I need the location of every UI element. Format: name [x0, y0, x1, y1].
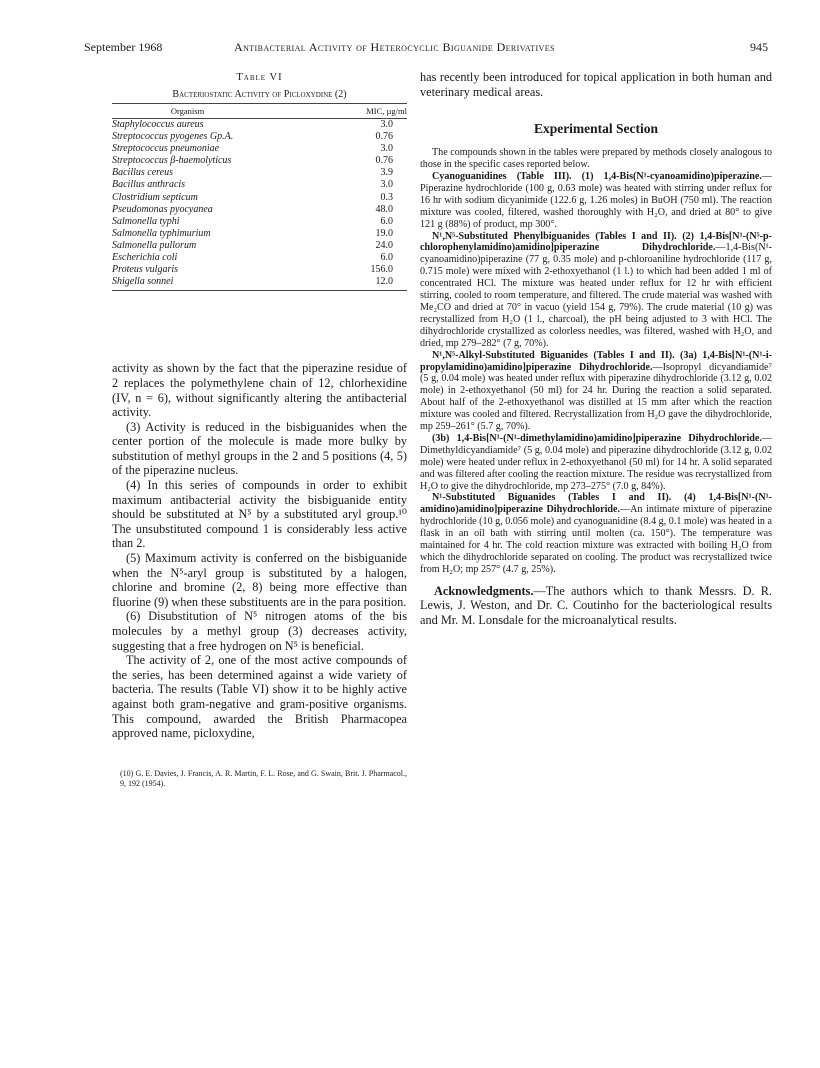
- procedure-text: —An intimate mixture of piperazine hydrochloride (10 g, 0.056 mole) and cyanoguanidine (8.4 g, 0.1 mole) was heated in a flask in an oil bath with stirring until molten (ca. 150°). The temperature was maintained for 4 hr. The cold reaction mixture was extracted with boiling H₂O from which the dihydrochloride separated on cooling. The product was recrystallized twice from H₂O; mp 257° (4.7 g, 25%).: [420, 504, 772, 575]
- table-row: [112, 155, 407, 167]
- mic-value-cell: 6.0: [380, 215, 393, 227]
- table-row: [112, 179, 407, 191]
- experimental-paragraph: [420, 433, 772, 493]
- mic-value-cell: 12.0: [375, 276, 393, 288]
- table-row: [112, 216, 407, 228]
- body-paragraph: (4) In this series of compounds in order to exhibit maximum antibacterial activity the bisbiguanide entity should be substituted at N⁵ by a substituted aryl group.¹⁰ The unsubstituted compound 1 is considerably less active than 2.: [112, 478, 407, 551]
- table-label: Table VI: [236, 72, 283, 83]
- ack-heading: Acknowledgments.: [434, 583, 534, 598]
- experimental-paragraph: [420, 350, 772, 433]
- procedure-heading: (3b) 1,4-Bis[N¹-(N¹-dimethylamidino)amidino]piperazine Dihydrochloride.: [432, 432, 762, 444]
- footnote: (10) G. E. Davies, J. Francis, A. R. Martin, F. L. Rose, and G. Swain, Brit. J. Pharmacol., 9, 192 (1954).: [120, 768, 407, 788]
- experimental-paragraph: [420, 147, 772, 171]
- organism-cell: Bacillus anthracis: [112, 179, 186, 191]
- issue-date: September 1968: [84, 40, 163, 54]
- organism-cell: Pseudomonas pyocyanea: [112, 203, 213, 215]
- organism-cell: Proteus vulgaris: [112, 264, 179, 276]
- procedure-text: The compounds shown in the tables were prepared by methods closely analogous to those in the specific cases reported below.: [420, 147, 772, 171]
- organism-cell: Staphylococcus aureus: [112, 119, 204, 130]
- procedure-heading: N¹-Substituted Biguanides (Tables I and II). (4) 1,4-Bis[N¹-(N¹-amidino)amidino]piperazine Dihydrochloride.: [420, 492, 772, 516]
- table-row: [112, 192, 407, 204]
- table-row: [112, 143, 407, 155]
- table-rule: [112, 290, 407, 291]
- mic-value-cell: 0.76: [375, 155, 393, 167]
- mic-value-cell: 3.0: [380, 179, 393, 191]
- organism-cell: Streptococcus pneumoniae: [112, 143, 220, 155]
- table-row: [112, 264, 407, 276]
- body-paragraph: activity as shown by the fact that the piperazine residue of 2 replaces the polymethylene chain of 12, chlorhexidine (IV, n = 6), without significantly altering the antibacterial activity.: [112, 361, 407, 420]
- organism-cell: Escherichia coli: [112, 252, 178, 264]
- procedure-heading: Cyanoguanidines (Table III). (1) 1,4-Bis(N¹-cyanoamidino)piperazine.: [432, 171, 762, 182]
- mic-value-cell: 48.0: [375, 203, 393, 215]
- right-intro: [420, 70, 772, 99]
- mic-value-cell: 6.0: [380, 252, 393, 264]
- mic-table-body: [112, 119, 407, 289]
- right-column: [420, 70, 772, 628]
- mic-value-cell: 3.0: [380, 143, 393, 155]
- procedure-heading: N¹,N⁵-Alkyl-Substituted Biguanides (Tables I and II). (3a) 1,4-Bis[N¹-(N¹-i-propylamidino)amidino]piperazine Dihydrochloride.: [420, 349, 772, 373]
- mic-value-cell: 19.0: [375, 227, 393, 239]
- mic-value-cell: 156.0: [370, 264, 393, 276]
- col-header-organism: Organism: [112, 104, 323, 119]
- experimental-paragraph: [420, 231, 772, 350]
- body-paragraph: (3) Activity is reduced in the bisbiguanides when the center portion of the molecule is made more bulky by substitution of methyl groups in the 2 and 5 positions (4, 5) of the piperazine nucleus.: [112, 419, 407, 478]
- body-paragraph: The activity of 2, one of the most active compounds of the series, has been determined against a wide variety of bacteria. The results (Table VI) show it to be highly active against both gram-negative and gram-positive organisms. This compound, awarded the British Pharmacopea approved name, picloxydine,: [112, 653, 407, 741]
- mic-value-cell: 0.3: [380, 191, 393, 203]
- organism-cell: Salmonella pullorum: [112, 239, 197, 251]
- table-row: [112, 252, 407, 264]
- organism-cell: Shigella sonnei: [112, 276, 174, 288]
- organism-cell: Salmonella typhi: [112, 215, 180, 227]
- experimental-text: [420, 147, 772, 576]
- table-caption: Bacteriostatic Activity of Picloxydine (2): [172, 89, 347, 100]
- table-row: [112, 276, 407, 288]
- organism-cell: Streptococcus pyogenes Gp.A.: [112, 131, 234, 143]
- left-column: [112, 70, 407, 789]
- organism-cell: Streptococcus β-haemolyticus: [112, 155, 232, 167]
- left-body-text: [112, 361, 407, 740]
- page-number: 945: [750, 40, 768, 54]
- intro-paragraph: has recently been introduced for topical application in both human and veterinary medical areas.: [420, 70, 772, 99]
- col-header-mic: MIC, µg/ml: [323, 104, 407, 119]
- body-paragraph: (5) Maximum activity is conferred on the bisbiguanide when the N⁵-aryl group is substituted by a halogen, chlorine and bromine (2, 8) being more effective than fluorine (9) when these substituents are in the para position.: [112, 551, 407, 609]
- table-row: [112, 240, 407, 252]
- experimental-paragraph: [420, 171, 772, 231]
- procedure-text: —Dimethyldicyandiamide⁷ (5 g, 0.04 mole) and piperazine dihydrochloride (3.12 g, 0.02 mole) were heated under reflux in 2-ethoxyethanol (50 ml) for 14 hr. A solid separated and was filtered after cooling the reaction mixture. The residue was recrystallized from H₂O to give the dihydrochloride, mp 273–275° (7.0 g, 84%).: [420, 432, 772, 492]
- acknowledgments: [420, 584, 772, 628]
- organism-cell: Clostridium septicum: [112, 191, 198, 203]
- mic-value-cell: 3.9: [380, 167, 393, 179]
- mic-value-cell: 24.0: [375, 239, 393, 251]
- mic-table: [112, 103, 407, 288]
- procedure-text: —Isopropyl dicyandiamide⁷ (5 g, 0.04 mole) was heated under reflux with piperazine dihydrochloride (3.12 g, 0.02 mole) in 2-ethoxyethanol (50 ml) for 24 hr. During the reaction a solid separated. About half of the 2-ethoxyethanol was distilled at 15 mm after which the reaction mixture was cooled and filtered. Recrystallization from H₂O gave the dihydrochloride, mp 259–261° (5.7 g, 70%).: [420, 361, 773, 433]
- procedure-heading: N¹,N⁵-Substituted Phenylbiguanides (Tables I and II). (2) 1,4-Bis[N¹-(N⁵-p-chlorophenylamidino)amidino]piperazine Dihydrochloride.: [420, 230, 772, 254]
- table-row: [112, 204, 407, 216]
- running-header: [84, 40, 768, 56]
- running-title: Antibacterial Activity of Heterocyclic Biguanide Derivatives: [234, 40, 555, 54]
- ack-text: —The authors which to thank Messrs. D. R. Lewis, J. Weston, and Dr. C. Coutinho for the bacteriological results and Mr. M. Lonsdale for the microanalytical results.: [420, 583, 772, 627]
- table-row: [112, 119, 407, 132]
- procedure-text: —1,4-Bis(N¹-cyanoamidino)piperazine (77 g, 0.35 mole) and p-chloroaniline hydrochloride (117 g, 0.715 mole) were mixed with 2-ethoxyethanol (1 l.) to which had been added 1 ml of concentrated HCl. The mixture was heated under reflux for 12 hr with efficient stirring, cooled to room temperature, and filtered. The crude material was washed with Me₂CO and dried at 70° in vacuo (yield 154 g, 79%). The crude material (10 g) was recrystallized from H₂O (1 l., charcoal), the pH being adjusted to 3 with HCl. The dihydrochloride crystallized as colorless needles, was filtered, washed with H₂O, and dried, mp 279–282° (7 g, 70%).: [420, 242, 772, 349]
- experimental-paragraph: [420, 492, 772, 575]
- section-heading: Experimental Section: [533, 121, 659, 137]
- organism-cell: Salmonella typhimurium: [112, 227, 211, 239]
- table-row: [112, 228, 407, 240]
- procedure-text: —Piperazine hydrochloride (100 g, 0.63 mole) was heated with stirring under reflux for 16 hr with sodium dicyanimide (122.6 g, 1.26 moles) in BuOH (750 ml). The reaction mixture was cooled, filtered, washed thoroughly with H₂O, and dried at 80° to give 121 g (88%) of product, mp 300°.: [420, 171, 772, 230]
- mic-value-cell: 3.0: [380, 119, 393, 130]
- organism-cell: Bacillus cereus: [112, 167, 174, 179]
- table-row: [112, 131, 407, 143]
- table-row: [112, 167, 407, 179]
- mic-value-cell: 0.76: [375, 131, 393, 143]
- body-paragraph: (6) Disubstitution of N⁵ nitrogen atoms of the bis molecules by a methyl group (3) decreases activity, suggesting that a free hydrogen on N⁵ is beneficial.: [112, 609, 407, 653]
